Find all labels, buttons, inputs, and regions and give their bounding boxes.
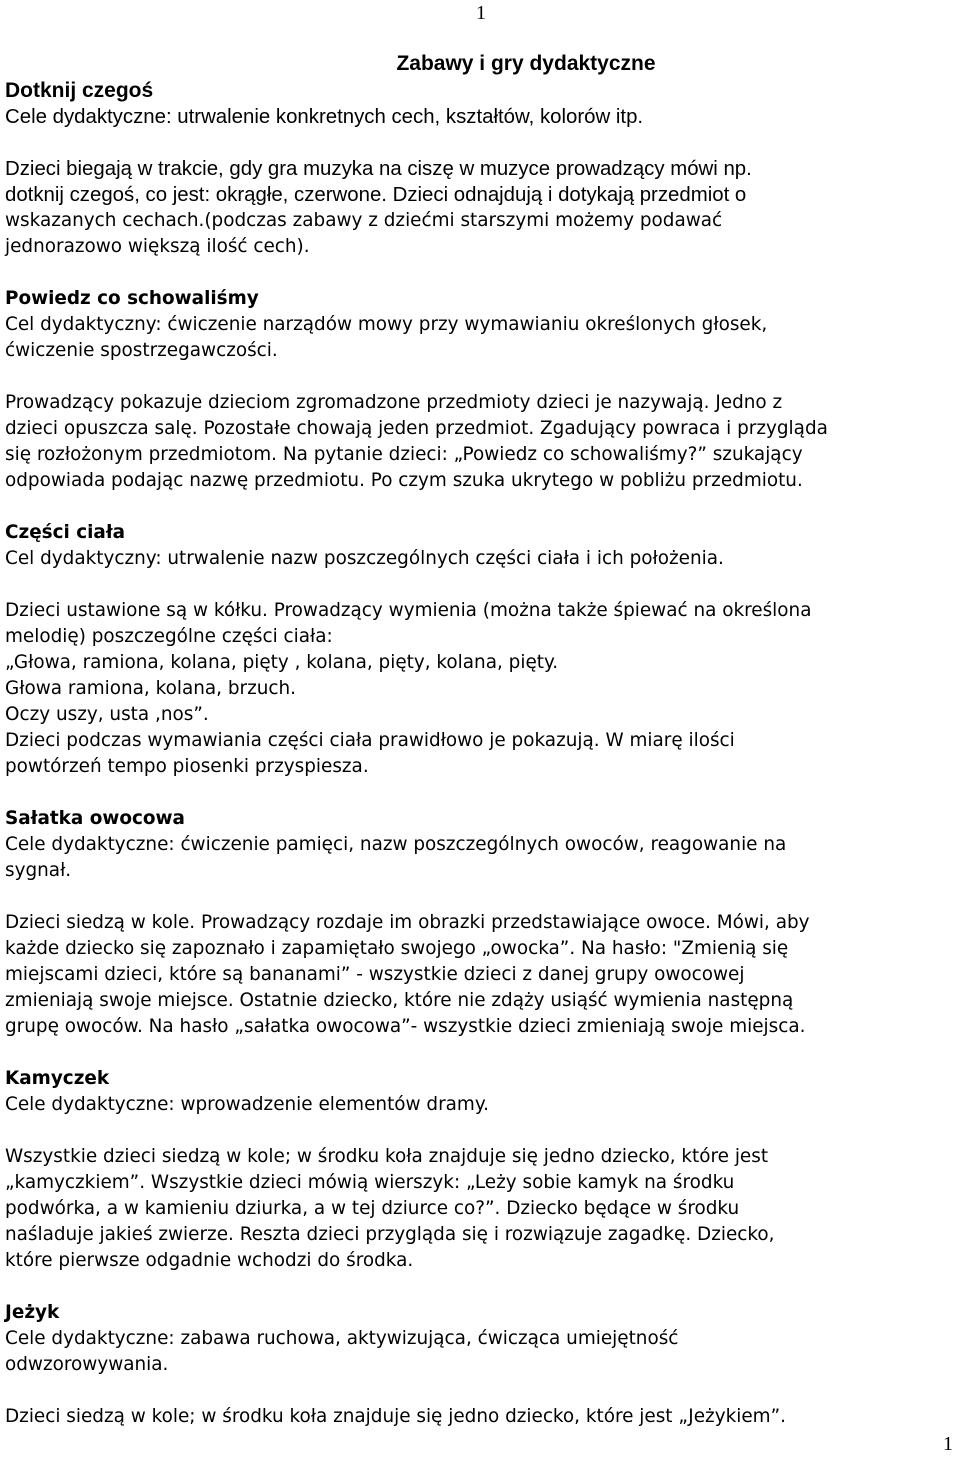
game-heading: Kamyczek — [5, 1068, 110, 1089]
game-text-line: jednorazowo większą ilość cech). — [5, 236, 310, 257]
game-heading: Powiedz co schowaliśmy — [5, 288, 259, 309]
game-text-line: się rozłożonym przedmiotom. Na pytanie dzieci: „Powiedz co schowaliśmy?” szukający — [5, 444, 803, 465]
game-powiedz-co-schowalismy — [5, 286, 955, 494]
game-text-line: wskazanych cechach.(podczas zabawy z dziećmi starszymi możemy podawać — [5, 210, 723, 231]
game-text-line: Dzieci siedzą w kole; w środku koła znajduje się jedno dziecko, które jest „Jeżykiem”. — [5, 1406, 786, 1427]
game-text-line: Wszystkie dzieci siedzą w kole; w środku koła znajduje się jedno dziecko, które jest — [5, 1146, 769, 1167]
game-text-line: Prowadzący pokazuje dzieciom zgromadzone przedmioty dzieci je nazywają. Jedno z — [5, 392, 783, 413]
game-goal: odwzorowywania. — [5, 1354, 169, 1375]
game-text-line: Dzieci biegają w trakcie, gdy gra muzyka na ciszę w muzyce prowadzący mówi np. — [5, 158, 752, 180]
game-text-line: powtórzeń tempo piosenki przyspiesza. — [5, 756, 369, 777]
game-text-line: Dzieci podczas wymawiania części ciała prawidłowo je pokazują. W miarę ilości — [5, 730, 735, 751]
game-dotknij-czegos — [5, 78, 955, 260]
game-heading: Dotknij czegoś — [5, 79, 154, 102]
game-text-line: każde dziecko się zapoznało i zapamiętało swojego „owocka”. Na hasło: "Zmienią się — [5, 938, 789, 959]
game-heading: Części ciała — [5, 522, 126, 543]
game-text-line: dotknij czegoś, co jest: okrągłe, czerwone. Dzieci odnajdują i dotykają przedmiot o — [5, 184, 747, 206]
game-heading: Sałatka owocowa — [5, 808, 185, 829]
game-text-line: melodię) poszczególne części ciała: — [5, 626, 333, 647]
game-text-line: zmieniają swoje miejsce. Ostatnie dziecko, które nie zdąży usiąść wymienia następną — [5, 990, 794, 1011]
game-text-line: Oczy uszy, usta ,nos”. — [5, 704, 209, 725]
game-text-line: naśladuje jakieś zwierze. Reszta dzieci przygląda się i rozwiązuje zagadkę. Dziecko, — [5, 1224, 775, 1245]
game-salatka-owocowa — [5, 806, 955, 1040]
game-goal: Cele dydaktyczne: zabawa ruchowa, aktywizująca, ćwicząca umiejętność — [5, 1328, 679, 1349]
game-text-line: grupę owoców. Na hasło „sałatka owocowa”- wszystkie dzieci zmieniają swoje miejsca. — [5, 1016, 806, 1037]
game-text-line: które pierwsze odgadnie wchodzi do środka. — [5, 1250, 414, 1271]
game-text-line: podwórka, a w kamieniu dziurka, a w tej dziurce co?”. Dziecko będące w środku — [5, 1198, 740, 1219]
game-heading: Jeżyk — [5, 1302, 60, 1323]
game-goal: Cel dydaktyczny: ćwiczenie narządów mowy przy wymawianiu określonych głosek, — [5, 314, 768, 335]
document-title: Zabawy i gry dydaktyczne — [396, 52, 656, 75]
page-number-bottom: 1 — [943, 1433, 953, 1455]
game-goal: Cele dydaktyczne: utrwalenie konkretnych cech, kształtów, kolorów itp. — [5, 106, 644, 128]
game-text-line: dzieci opuszcza salę. Pozostałe chowają jeden przedmiot. Zgadujący powraca i przygląda — [5, 418, 828, 439]
page-number-top: 1 — [476, 2, 486, 24]
game-text-line: „Głowa, ramiona, kolana, pięty , kolana, pięty, kolana, pięty. — [5, 652, 559, 673]
game-text-line: „kamyczkiem”. Wszystkie dzieci mówią wierszyk: „Leży sobie kamyk na środku — [5, 1172, 735, 1193]
game-jezyk — [5, 1300, 955, 1430]
game-goal: sygnał. — [5, 860, 72, 881]
game-text-line: Głowa ramiona, kolana, brzuch. — [5, 678, 297, 699]
game-text-line: odpowiada podając nazwę przedmiotu. Po czym szuka ukrytego w pobliżu przedmiotu. — [5, 470, 803, 491]
game-czesci-ciala — [5, 520, 955, 780]
game-text-line: miejscami dzieci, które są bananami” - wszystkie dzieci z danej grupy owocowej — [5, 964, 745, 985]
game-text-line: Dzieci ustawione są w kółku. Prowadzący wymienia (można także śpiewać na określona — [5, 600, 812, 621]
game-goal: Cele dydaktyczne: wprowadzenie elementów dramy. — [5, 1094, 489, 1115]
game-goal: Cel dydaktyczny: utrwalenie nazw poszczególnych części ciała i ich położenia. — [5, 548, 724, 569]
game-goal: ćwiczenie spostrzegawczości. — [5, 340, 278, 361]
game-text-line: Dzieci siedzą w kole. Prowadzący rozdaje im obrazki przedstawiające owoce. Mówi, aby — [5, 912, 810, 933]
game-kamyczek — [5, 1066, 955, 1274]
document-body — [5, 50, 955, 1430]
game-goal: Cele dydaktyczne: ćwiczenie pamięci, nazw poszczególnych owoców, reagowanie na — [5, 834, 787, 855]
